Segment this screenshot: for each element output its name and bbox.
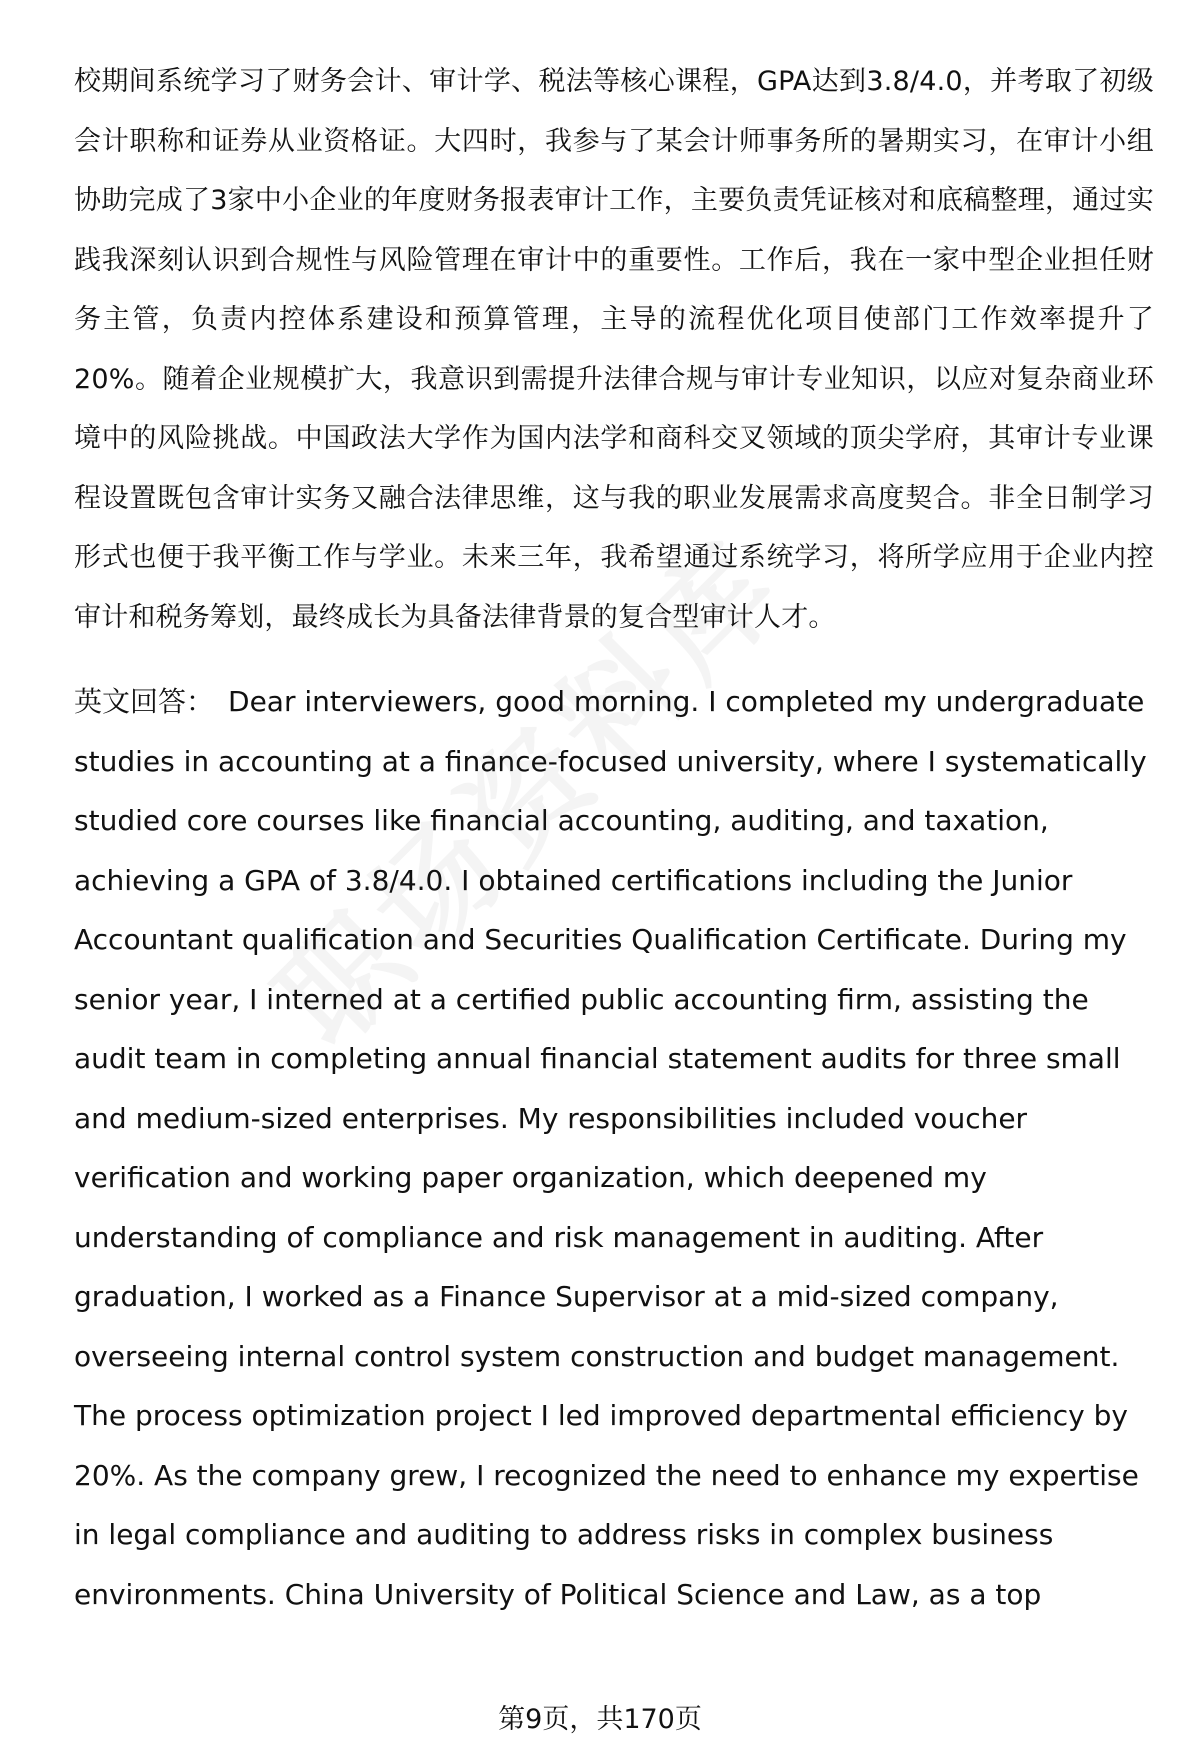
english-answer-text: Dear interviewers, good morning. I completed my undergraduate studies in accounting at a finance-focused university, where I systematically studied core courses like financial accounting, auditing, and taxation, achieving a GPA of 3.8/4.0. I obtained certifications including the Junior Accountant qualification and Securities Qualification Certificate. During my senior year, I interned at a certified public accounting firm, assisting the audit team in completing annual financial statement audits for three small and medium-sized enterprises. My responsibilities included voucher verification and working paper organization, which deepened my understanding of compliance and risk management in auditing. After graduation, I worked as a Finance Supervisor at a mid-sized company, overseeing internal control system construction and budget management. The process optimization project I led improved departmental efficiency by 20%. As the company grew, I recognized the need to enhance my expertise in legal compliance and auditing to address risks in complex business environments. China University of Political Science and Law, as a top bbox=[74, 685, 1147, 1611]
document-body bbox=[74, 52, 1154, 1624]
page-number-footer: 第9页，共170页 bbox=[498, 1704, 702, 1735]
chinese-answer-paragraph: 校期间系统学习了财务会计、审计学、税法等核心课程，GPA达到3.8/4.0，并考取了初级会计职称和证券从业资格证。大四时，我参与了某会计师事务所的暑期实习，在审计小组协助完成了3家中小企业的年度财务报表审计工作，主要负责凭证核对和底稿整理，通过实践我深刻认识到合规性与风险管理在审计中的重要性。工作后，我在一家中型企业担任财务主管，负责内控体系建设和预算管理，主导的流程优化项目使部门工作效率提升了20%。随着企业规模扩大，我意识到需提升法律合规与审计专业知识，以应对复杂商业环境中的风险挑战。中国政法大学作为国内法学和商科交叉领域的顶尖学府，其审计专业课程设置既包含审计实务又融合法律思维，这与我的职业发展需求高度契合。非全日制学习形式也便于我平衡工作与学业。未来三年，我希望通过系统学习，将所学应用于企业内控审计和税务筹划，最终成长为具备法律背景的复合型审计人才。 bbox=[74, 66, 1154, 633]
english-answer-label: 英文回答： bbox=[74, 685, 215, 718]
english-answer-paragraph bbox=[74, 672, 1154, 1624]
